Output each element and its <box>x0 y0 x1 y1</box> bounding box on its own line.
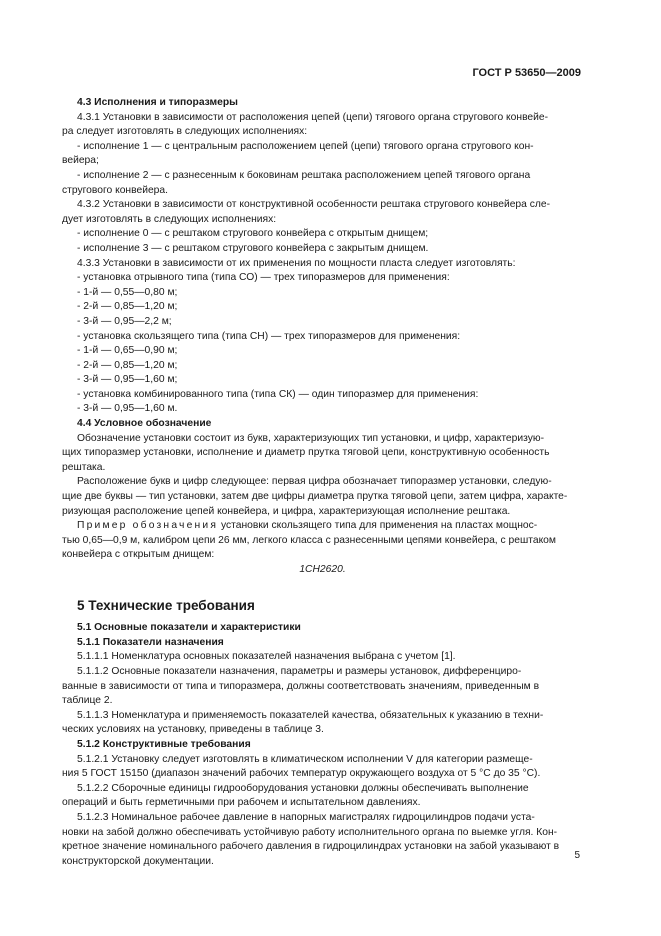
list-item: - исполнение 1 — с центральным расположением цепей (цепи) тягового органа стругового кон- <box>77 140 534 152</box>
list-item: - 1-й — 0,55—0,80 м; <box>77 286 178 298</box>
paragraph-4-4-b-cont: щие две буквы — тип установки, затем две цифры диаметра прутка тяговой цепи, затем цифра, характе- <box>62 491 568 503</box>
designation-code: 1СН2620. <box>299 564 346 575</box>
paragraph-5-1-2-3-cont: конструкторской документации. <box>62 855 214 867</box>
paragraph-5-1-1-1: 5.1.1.1 Номенклатура основных показателей назначения выбрана с учетом [1]. <box>77 651 456 663</box>
paragraph-5-1-2-3: 5.1.2.3 Номинальное рабочее давление в напорных магистралях гидроцилиндров подачи уста- <box>77 811 535 823</box>
paragraph-5-1-2-3-cont: новки на забой должно обеспечивать устойчивую работу исполнительного органа по выемке угля. Кон- <box>62 826 558 838</box>
paragraph-4-3-1: 4.3.1 Установки в зависимости от расположения цепей (цепи) тягового органа стругового конвейе- <box>77 111 549 123</box>
list-item: - 3-й — 0,95—1,60 м; <box>77 374 178 386</box>
paragraph-4-3-3: 4.3.3 Установки в зависимости от их применения по мощности пласта следует изготовлять: <box>77 257 516 269</box>
page-number: 5 <box>574 850 580 861</box>
paragraph-4-4-b: Расположение букв и цифр следующее: первая цифра обозначает типоразмер установки, следую- <box>77 476 552 488</box>
list-item-cont: стругового конвейера. <box>62 184 168 196</box>
paragraph-4-3-1-cont: ра следует изготовлять в следующих исполнениях: <box>62 126 308 138</box>
paragraph-5-1-1-3: 5.1.1.3 Номенклатура и применяемость показателей качества, обязательных к указанию в техни- <box>77 709 544 721</box>
paragraph-example-cont: конвейера с открытым днищем: <box>62 549 215 561</box>
paragraph-4-4-a-cont: рештака. <box>62 461 106 473</box>
paragraph-5-1-2-2-cont: операций и быть герметичными при рабочем и испытательном давлениях. <box>62 797 421 809</box>
paragraph-example-cont: тью 0,65—0,9 м, калибром цепи 26 мм, легкого класса с разнесенными цепями конвейера, с рештаком <box>62 534 556 546</box>
paragraph-5-1-2-3-cont: кретное значение номинального рабочего давления в гидроцилиндрах установки на забой указывают в <box>62 841 560 853</box>
list-item: - 3-й — 0,95—2,2 м; <box>77 315 172 327</box>
section-4-3-title: 4.3 Исполнения и типоразмеры <box>77 97 238 108</box>
section-5-1-2-title: 5.1.2 Конструктивные требования <box>77 738 251 750</box>
example-text: установки скользящего типа для применения на пластах мощнос- <box>218 520 538 532</box>
paragraph-5-1-2-1: 5.1.2.1 Установку следует изготовлять в климатическом исполнении V для категории размеще- <box>77 753 533 765</box>
paragraph-4-3-2: 4.3.2 Установки в зависимости от конструктивной особенности рештака стругового конвейера сле- <box>77 199 551 211</box>
paragraph-5-1-1-2: 5.1.1.2 Основные показатели назначения, параметры и размеры установок, дифференциро- <box>77 665 522 677</box>
section-4-4-title: 4.4 Условное обозначение <box>77 418 212 430</box>
paragraph-5-1-2-1-cont: ния 5 ГОСТ 15150 (диапазон значений рабочих температур окружающего воздуха от 5 °С до 35 °С). <box>62 768 541 780</box>
paragraph-4-3-2-cont: дует изготовлять в следующих исполнениях: <box>62 213 277 225</box>
list-item: - 1-й — 0,65—0,90 м; <box>77 345 178 357</box>
list-item: - 2-й — 0,85—1,20 м; <box>77 359 178 371</box>
list-item: - 3-й — 0,95—1,60 м. <box>77 403 178 415</box>
example-lead: Пример обозначения <box>77 520 219 532</box>
section-5-1-title: 5.1 Основные показатели и характеристики <box>77 622 301 634</box>
paragraph-4-4-a: Обозначение установки состоит из букв, характеризующих тип установки, и цифр, характеризую- <box>77 432 545 444</box>
paragraph-5-1-1-2-cont: ванные в зависимости от типа и типоразмера, должны соответствовать значениям, приведенным в <box>62 680 540 692</box>
paragraph-5-1-2-2: 5.1.2.2 Сборочные единицы гидрооборудования установки должны обеспечивать выполнение <box>77 782 529 794</box>
list-item: - исполнение 3 — с рештаком стругового конвейера с закрытым днищем. <box>77 242 429 254</box>
section-5-title: 5 Технические требования <box>77 597 255 613</box>
paragraph-example <box>62 519 583 534</box>
paragraph-5-1-1-3-cont: ческих условиях на установку, приведены в таблице 3. <box>62 724 324 736</box>
page-content <box>62 96 583 869</box>
section-5-1-1-title: 5.1.1 Показатели назначения <box>77 636 224 648</box>
list-item: - установка комбинированного типа (типа СК) — один типоразмер для применения: <box>77 388 479 400</box>
list-item: - установка отрывного типа (типа СО) — трех типоразмеров для применения: <box>77 272 450 284</box>
list-item: - исполнение 0 — с рештаком стругового конвейера с открытым днищем; <box>77 228 429 240</box>
paragraph-5-1-1-2-cont: таблице 2. <box>62 695 113 707</box>
paragraph-4-4-a-cont: щих типоразмер установки, исполнение и диаметр прутка тяговой цепи, конструктивную особенность <box>62 447 550 459</box>
list-item: - 2-й — 0,85—1,20 м; <box>77 301 178 313</box>
page-header: ГОСТ Р 53650—2009 <box>472 67 581 79</box>
paragraph-4-4-b-cont: ризующая расположение цепей конвейера, и цифра, характеризующая исполнение рештака. <box>62 505 511 517</box>
list-item-cont: вейера; <box>62 155 99 167</box>
list-item: - установка скользящего типа (типа СН) — трех типоразмеров для применения: <box>77 330 461 342</box>
list-item: - исполнение 2 — с разнесенным к боковинам рештака расположением цепей тягового органа <box>77 169 531 181</box>
